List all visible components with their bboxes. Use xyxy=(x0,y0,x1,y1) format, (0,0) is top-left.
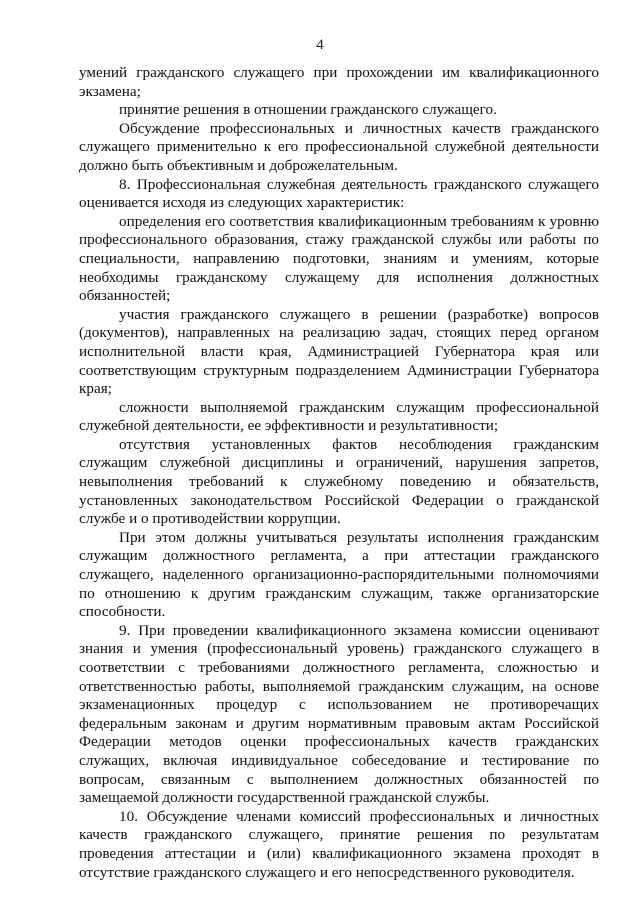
page-number: 4 xyxy=(316,37,324,53)
paragraph-participation: участия гражданского служащего в решении (разработке) вопросов (документов), направленных на реализацию задач, стоящих перед органом исполнительной власти края, Администрацией Губернатора края или соответствующим структурным подразделением Администрации Губернатора края; xyxy=(79,305,599,398)
paragraph-regulation-results: При этом должны учитываться результаты исполнения гражданским служащим должностного регламента, а при аттестации гражданского служащего, наделенного организационно-распорядительными полномочиями по отношению к другим гражданским служащим, также организаторские способности. xyxy=(79,528,599,621)
paragraph-continuation: умений гражданского служащего при прохождении им квалификационного экзамена; xyxy=(79,64,599,100)
paragraph-qualification-requirements: определения его соответствия квалификационным требованиям к уровню профессионального образования, стажу гражданской службы или работы по специальности, направлению подготовки, знаниям и умениям, которые необходимы гражданскому служащему для исполнения должностных обязанностей; xyxy=(79,212,599,305)
paragraph-decision: принятие решения в отношении гражданского служащего. xyxy=(119,101,497,119)
paragraph-clause-10: 10. Обсуждение членами комиссий профессиональных и личностных качеств гражданского служащего, принятие решения по результатам проведения аттестации и (или) квалификационного экзамена проходят в отсутствие гражданского служащего и его непосредственного руководителя. xyxy=(79,807,599,881)
paragraph-discipline: отсутствия установленных фактов несоблюдения гражданским служащим служебной дисциплины и ограничений, нарушения запретов, невыполнения требований к служебному поведению и обязательств, установленных законодательством Российской Федерации о гражданской службе и о противодействии коррупции. xyxy=(79,435,599,528)
paragraph-clause-9: 9. При проведении квалификационного экзамена комиссии оценивают знания и умения (профессиональный уровень) гражданского служащего в соответствии с требованиями должностного регламента, сложностью и ответственностью работы, выполняемой гражданским служащим, на основе экзаменационных процедур с использованием не противоречащих федеральным законам и другим нормативным правовым актам Российской Федерации методов оценки профессиональных качеств гражданских служащих, включая индивидуальное собеседование и тестирование по вопросам, связанным с выполнением должностных обязанностей по замещаемой должности государственной гражданской службы. xyxy=(79,621,599,807)
paragraph-clause-8: 8. Профессиональная служебная деятельность гражданского служащего оценивается исходя из следующих характеристик: xyxy=(79,175,599,212)
paragraph-complexity: сложности выполняемой гражданским служащим профессиональной служебной деятельности, ее эффективности и результативности; xyxy=(79,398,599,435)
paragraph-discussion: Обсуждение профессиональных и личностных качеств гражданского служащего применительно к его профессиональной служебной деятельности должно быть объективным и доброжелательным. xyxy=(79,119,599,174)
document-body xyxy=(79,64,599,882)
